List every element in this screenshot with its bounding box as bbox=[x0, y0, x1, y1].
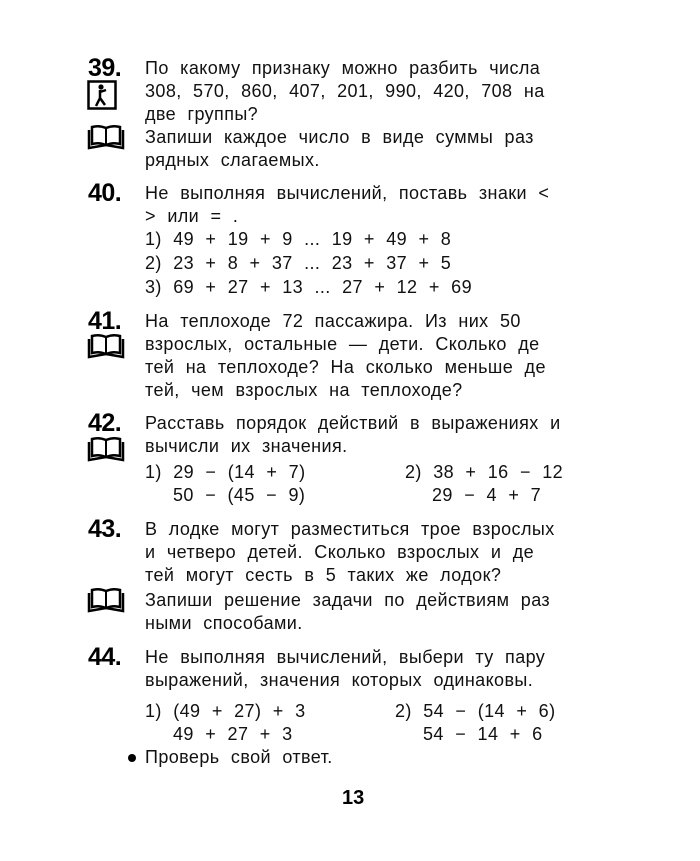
task-39-line-1: По какому признаку можно разбить числа bbox=[145, 58, 541, 78]
task-44-line-1: Не выполняя вычислений, выбери ту пару bbox=[145, 647, 546, 667]
task-41-line-1: На теплоходе 72 пассажира. Из них 50 bbox=[145, 311, 521, 331]
task-43-line-5: ными способами. bbox=[145, 613, 303, 633]
task-42-expression-2b: 29 − 4 + 7 bbox=[432, 485, 542, 505]
task-44-number: 44. bbox=[88, 643, 122, 671]
task-40-number: 40. bbox=[88, 179, 122, 207]
task-41-number: 41. bbox=[88, 307, 122, 335]
task-42-number: 42. bbox=[88, 409, 122, 437]
task-43-line-2: и четверо детей. Сколько взрослых и де bbox=[145, 542, 535, 562]
task-43-line-1: В лодке могут разместиться трое взрослых bbox=[145, 519, 555, 539]
task-44-expression-1b: 49 + 27 + 3 bbox=[173, 724, 293, 744]
task-40-line-1: Не выполняя вычислений, поставь знаки < bbox=[145, 183, 550, 203]
task-42-line-1: Расставь порядок действий в выражениях и bbox=[145, 413, 561, 433]
task-39-line-5: рядных слагаемых. bbox=[145, 150, 320, 170]
task-40-expression-3: 3) 69 + 27 + 13 ... 27 + 12 + 69 bbox=[145, 277, 472, 297]
task-42-expression-1b: 50 − (45 − 9) bbox=[173, 485, 306, 505]
task-39-line-3: две группы? bbox=[145, 104, 259, 124]
task-40-expression-2: 2) 23 + 8 + 37 ... 23 + 37 + 5 bbox=[145, 253, 452, 273]
open-book-icon bbox=[87, 333, 125, 359]
task-44-check: Проверь свой ответ. bbox=[145, 747, 333, 767]
task-43-line-3: тей могут сесть в 5 таких же лодок? bbox=[145, 565, 502, 585]
open-book-icon bbox=[87, 436, 125, 462]
page-number: 13 bbox=[342, 787, 365, 809]
open-book-icon bbox=[87, 587, 125, 613]
task-39-line-4: Запиши каждое число в виде суммы раз bbox=[145, 127, 534, 147]
task-41-line-2: взрослых, остальные — дети. Сколько де bbox=[145, 334, 540, 354]
task-44-line-2: выражений, значения которых одинаковы. bbox=[145, 670, 534, 690]
task-41-line-4: тей, чем взрослых на теплоходе? bbox=[145, 380, 463, 400]
thinking-person-icon bbox=[87, 80, 117, 110]
task-40-expression-1: 1) 49 + 19 + 9 ... 19 + 49 + 8 bbox=[145, 229, 452, 249]
task-43-line-4: Запиши решение задачи по действиям раз bbox=[145, 590, 551, 610]
task-44-expression-2b: 54 − 14 + 6 bbox=[423, 724, 543, 744]
task-44-expression-2a: 2) 54 − (14 + 6) bbox=[395, 701, 556, 721]
task-39-line-2: 308, 570, 860, 407, 201, 990, 420, 708 на bbox=[145, 81, 545, 101]
task-43-number: 43. bbox=[88, 515, 122, 543]
task-42-expression-1a: 1) 29 − (14 + 7) bbox=[145, 462, 306, 482]
open-book-icon bbox=[87, 124, 125, 150]
task-44-expression-1a: 1) (49 + 27) + 3 bbox=[145, 701, 306, 721]
task-40-line-2: > или = . bbox=[145, 206, 239, 226]
task-39-number: 39. bbox=[88, 54, 122, 82]
check-bullet bbox=[128, 754, 136, 762]
task-41-line-3: тей на теплоходе? На сколько меньше де bbox=[145, 357, 546, 377]
task-42-line-2: вычисли их значения. bbox=[145, 436, 348, 456]
task-42-expression-2a: 2) 38 + 16 − 12 bbox=[405, 462, 564, 482]
